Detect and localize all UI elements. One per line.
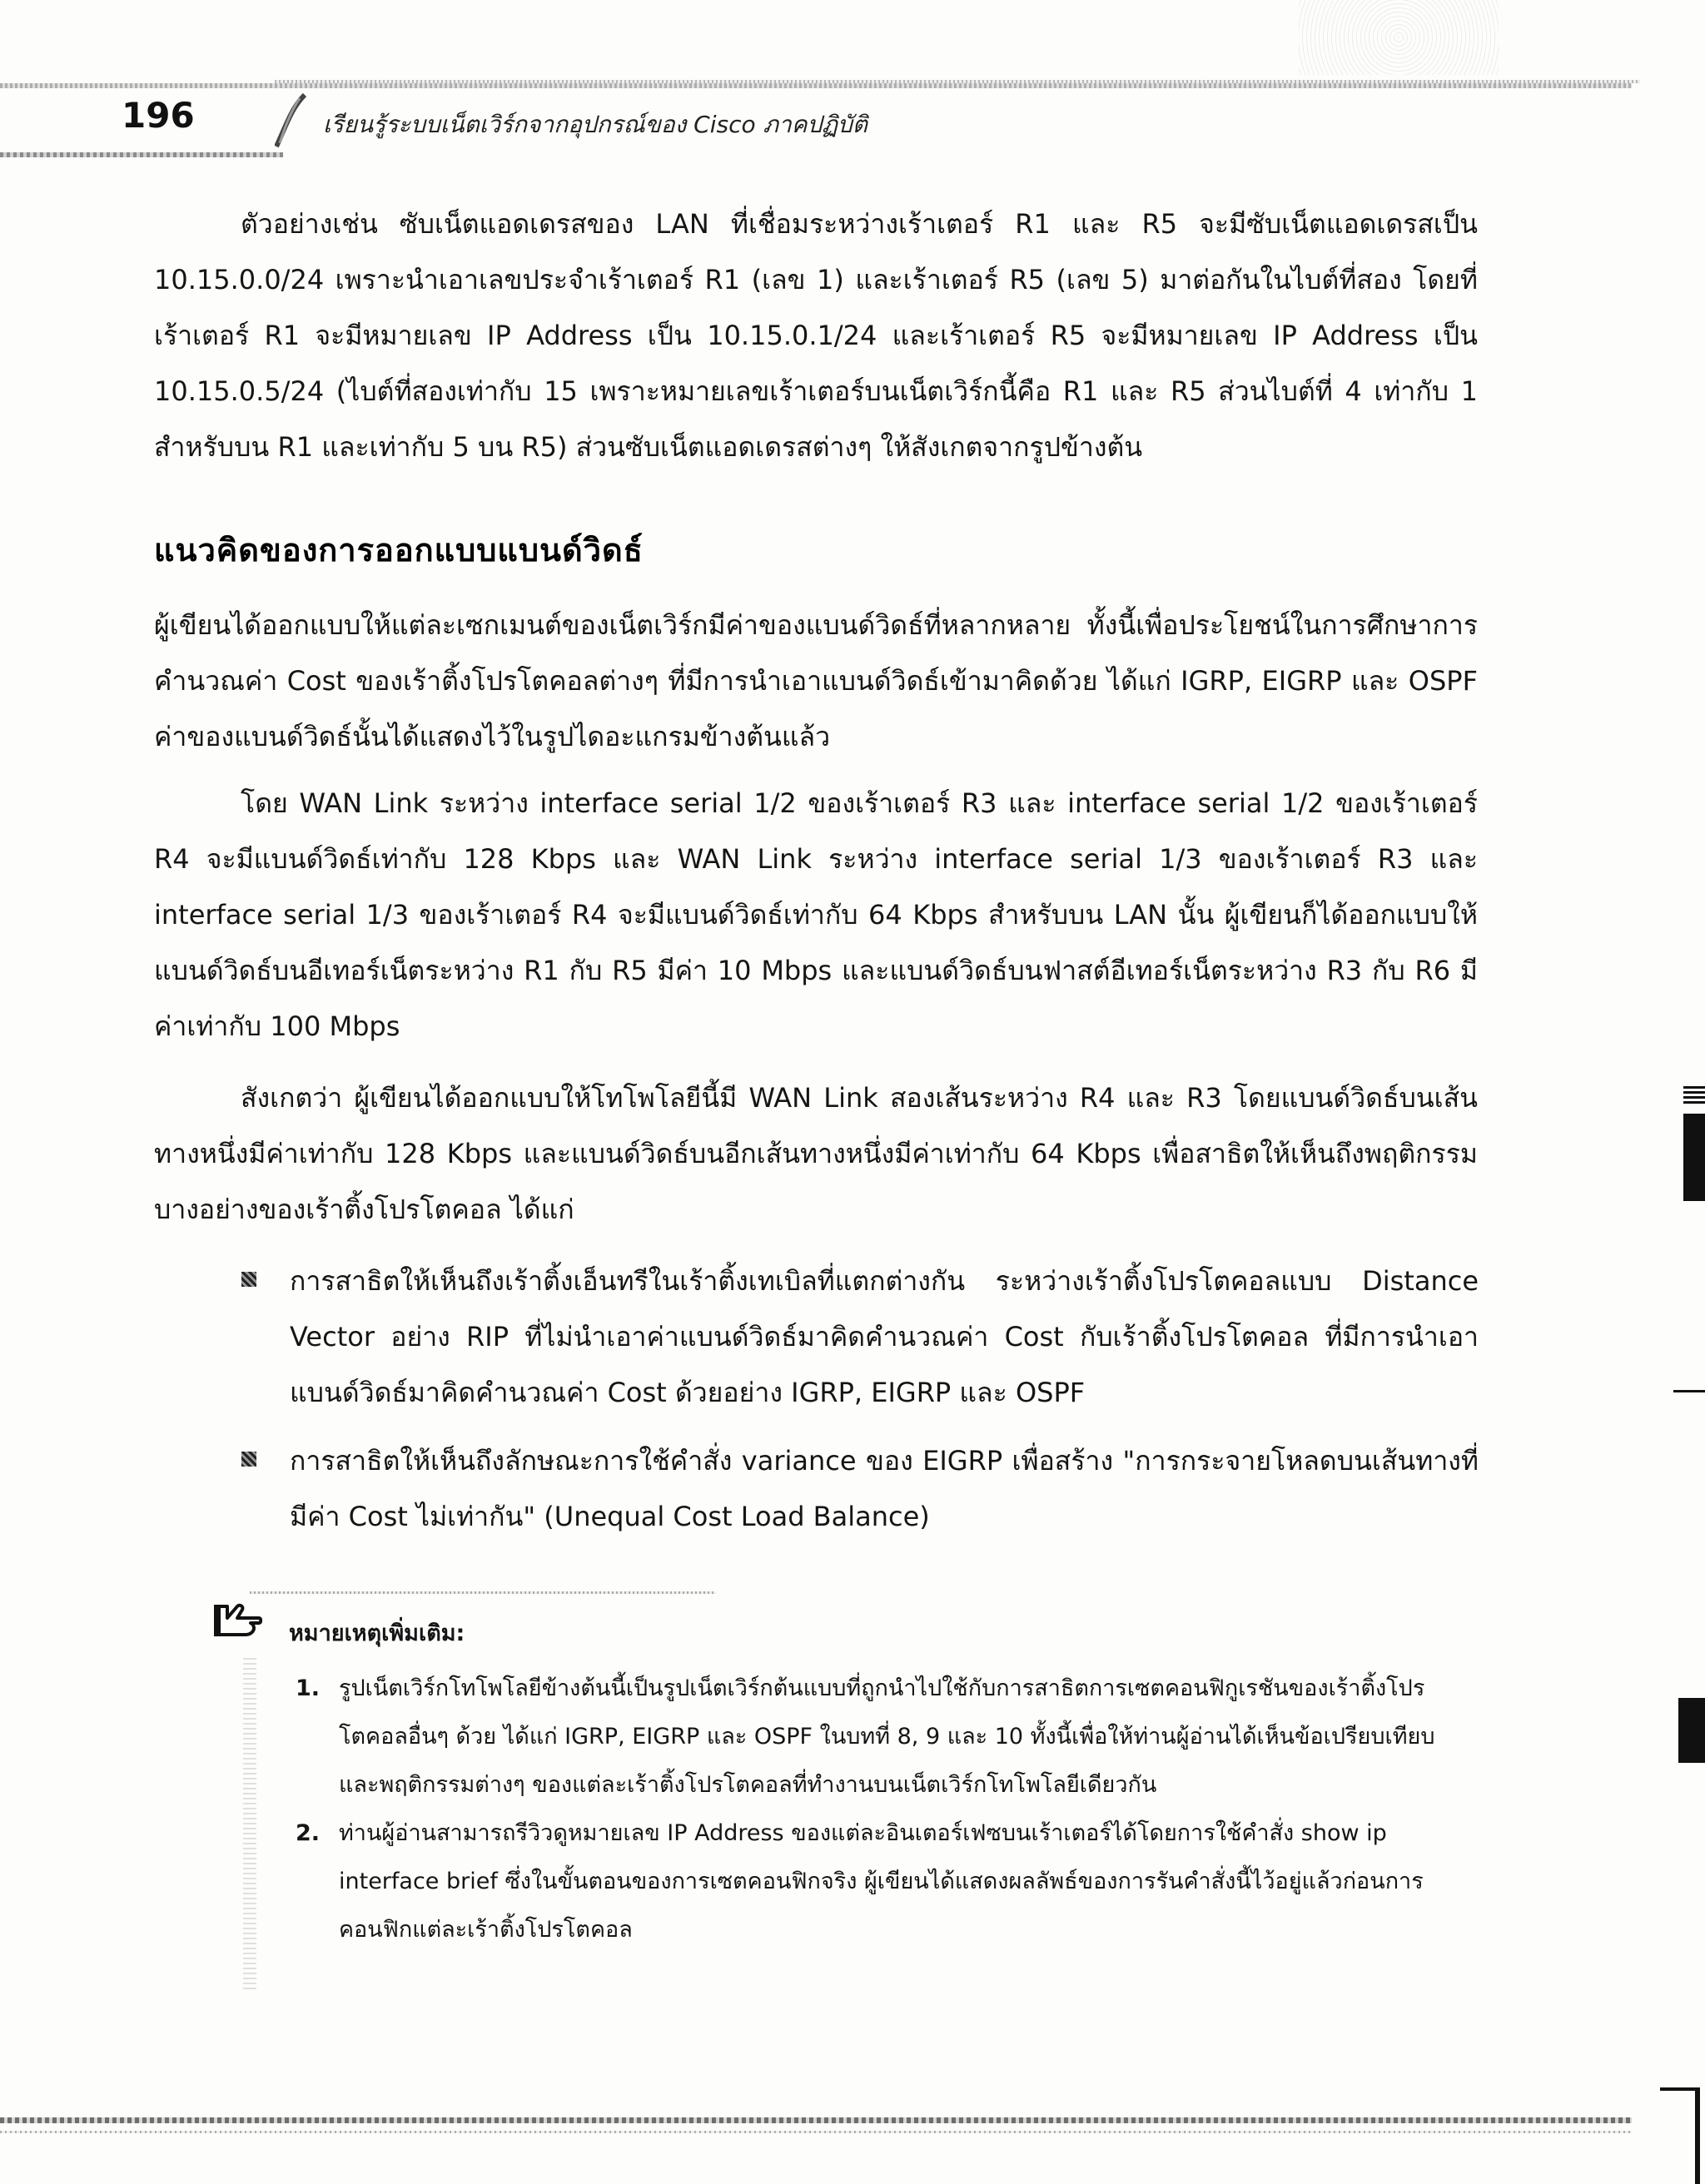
note-side-shading: [243, 1656, 256, 1989]
thumb-index-lines: [1683, 1085, 1705, 1104]
note-item: [296, 1809, 1444, 1954]
header-rule: [0, 83, 1632, 88]
note-item: [296, 1665, 1444, 1809]
thumb-index-dash: [1673, 1390, 1705, 1392]
note-top-rule: [250, 1591, 716, 1594]
header-underline: [0, 152, 283, 157]
header-swoosh-icon: [275, 92, 308, 150]
corner-mark-horizontal: [1660, 2087, 1700, 2091]
note-item-number: 1.: [296, 1675, 321, 1701]
paragraph-two-wan-links: สังเกตว่า ผู้เขียนได้ออกแบบให้โทโพโลยีนี้มี WAN Link สองเส้นระหว่าง R4 และ R3 โดยแบนด์วิดธ์บนเส้นทางหนึ่งมีค่าเท่ากับ 128 Kbps และแบนด์วิดธ์บนอีกเส้นทางหนึ่งมีค่าเท่ากับ 64 Kbps เพื่อสาธิตให้เห็นถึงพฤติกรรมบางอย่างของเร้าติ้งโปรโตคอล ได้แก่: [154, 1082, 1478, 1225]
note-item-text: รูปเน็ตเวิร์กโทโพโลยีข้างต้นนี้เป็นรูปเน็ตเวิร์กต้นแบบที่ถูกนำไปใช้กับการสาธิตการเซตคอนฟิกูเรชันของเร้าติ้งโปรโตคอลอื่นๆ ด้วย ได้แก่ IGRP, EIGRP และ OSPF ในบทที่ 8, 9 และ 10 ทั้งนี้เพื่อให้ท่านผู้อ่านได้เห็นข้อเปรียบเทียบและพฤติกรรมต่างๆ ของแต่ละเร้าติ้งโปรโตคอลที่ทำงานบนเน็ตเวิร์กโทโพโลยีเดียวกัน: [339, 1675, 1435, 1798]
scan-speckle: [1299, 0, 1499, 75]
note-list: [296, 1665, 1444, 1954]
note-item-text: ท่านผู้อ่านสามารถรีวิวดูหมายเลข IP Address ของแต่ละอินเตอร์เฟซบนเร้าเตอร์ได้โดยการใช้คำสั่ง show ip interface brief ซึ่งในขั้นตอนของการเซตคอนฟิกจริง ผู้เขียนได้แสดงผลลัพธ์ของการรันคำสั่งนี้ไว้อยู่แล้วก่อนการคอนฟิกแต่ละเร้าติ้งโปรโตคอล: [339, 1820, 1424, 1943]
thumb-index-mark: [1678, 1698, 1705, 1763]
bullet-square-icon: [241, 1452, 256, 1467]
bullet-square-icon: [241, 1272, 256, 1287]
footer-rule: [0, 2117, 1632, 2123]
list-item: [241, 1253, 1479, 1421]
bullet-text: การสาธิตให้เห็นถึงเร้าติ้งเอ็นทรีในเร้าติ้งเทเบิลที่แตกต่างกัน ระหว่างเร้าติ้งโปรโตคอลแบบ Distance Vector อย่าง RIP ที่ไม่นำเอาค่าแบนด์วิดธ์มาคิดคำนวณค่า Cost กับเร้าติ้งโปรโตคอล ที่มีการนำเอาแบนด์วิดธ์มาคิดคำนวณค่า Cost ด้วยอย่าง IGRP, EIGRP และ OSPF: [290, 1265, 1479, 1408]
pointing-hand-icon: [212, 1598, 262, 1641]
paragraph-bandwidth-intro: ผู้เขียนได้ออกแบบให้แต่ละเซกเมนต์ของเน็ตเวิร์กมีค่าของแบนด์วิดธ์ที่หลากหลาย ทั้งนี้เพื่อประโยชน์ในการศึกษาการคำนวณค่า Cost ของเร้าติ้งโปรโตคอลต่างๆ ที่มีการนำเอาแบนด์วิดธ์เข้ามาคิดด้วย ได้แก่ IGRP, EIGRP และ OSPF ค่าของแบนด์วิดธ์นั้นได้แสดงไว้ในรูปไดอะแกรมข้างต้นแล้ว: [154, 609, 1478, 752]
corner-mark-vertical: [1695, 2087, 1700, 2184]
page-number: 196: [122, 95, 195, 136]
paragraph-subnet-example: ตัวอย่างเช่น ซับเน็ตแอดเดรสของ LAN ที่เชื่อมระหว่างเร้าเตอร์ R1 และ R5 จะมีซับเน็ตแอดเดรสเป็น 10.15.0.0/24 เพราะนำเอาเลขประจำเร้าเตอร์ R1 (เลข 1) และเร้าเตอร์ R5 (เลข 5) มาต่อกันในไบต์ที่สอง โดยที่เร้าเตอร์ R1 จะมีหมายเลข IP Address เป็น 10.15.0.1/24 และเร้าเตอร์ R5 จะมีหมายเลข IP Address เป็น 10.15.0.5/24 (ไบต์ที่สองเท่ากับ 15 เพราะหมายเลขเร้าเตอร์บนเน็ตเวิร์กนี้คือ R1 และ R5 ส่วนไบต์ที่ 4 เท่ากับ 1 สำหรับบน R1 และเท่ากับ 5 บน R5) ส่วนซับเน็ตแอดเดรสต่างๆ ให้สังเกตจากรูปข้างต้น: [154, 208, 1478, 463]
footer-rule-thin: [0, 2131, 1632, 2133]
list-item: [241, 1433, 1479, 1545]
bullet-text: การสาธิตให้เห็นถึงลักษณะการใช้คำสั่ง variance ของ EIGRP เพื่อสร้าง "การกระจายโหลดบนเส้นทางที่มีค่า Cost ไม่เท่ากัน" (Unequal Cost Load Balance): [290, 1445, 1479, 1532]
thumb-index-mark: [1683, 1114, 1705, 1201]
note-title: หมายเหตุเพิ่มเติม:: [289, 1621, 465, 1646]
note-item-number: 2.: [296, 1820, 321, 1846]
running-head: เรียนรู้ระบบเน็ตเวิร์กจากอุปกรณ์ของ Cisco ภาคปฏิบัติ: [323, 111, 867, 138]
section-heading: แนวคิดของการออกแบบแบนด์วิดธ์: [154, 532, 644, 568]
paragraph-wan-links: โดย WAN Link ระหว่าง interface serial 1/2 ของเร้าเตอร์ R3 และ interface serial 1/2 ของเร้าเตอร์ R4 จะมีแบนด์วิดธ์เท่ากับ 128 Kbps และ WAN Link ระหว่าง interface serial 1/3 ของเร้าเตอร์ R3 และ interface serial 1/3 ของเร้าเตอร์ R4 จะมีแบนด์วิดธ์เท่ากับ 64 Kbps สำหรับบน LAN นั้น ผู้เขียนก็ได้ออกแบบให้แบนด์วิดธ์บนอีเทอร์เน็ตระหว่าง R1 กับ R5 มีค่า 10 Mbps และแบนด์วิดธ์บนฟาสต์อีเทอร์เน็ตระหว่าง R3 กับ R6 มีค่าเท่ากับ 100 Mbps: [154, 787, 1478, 1042]
